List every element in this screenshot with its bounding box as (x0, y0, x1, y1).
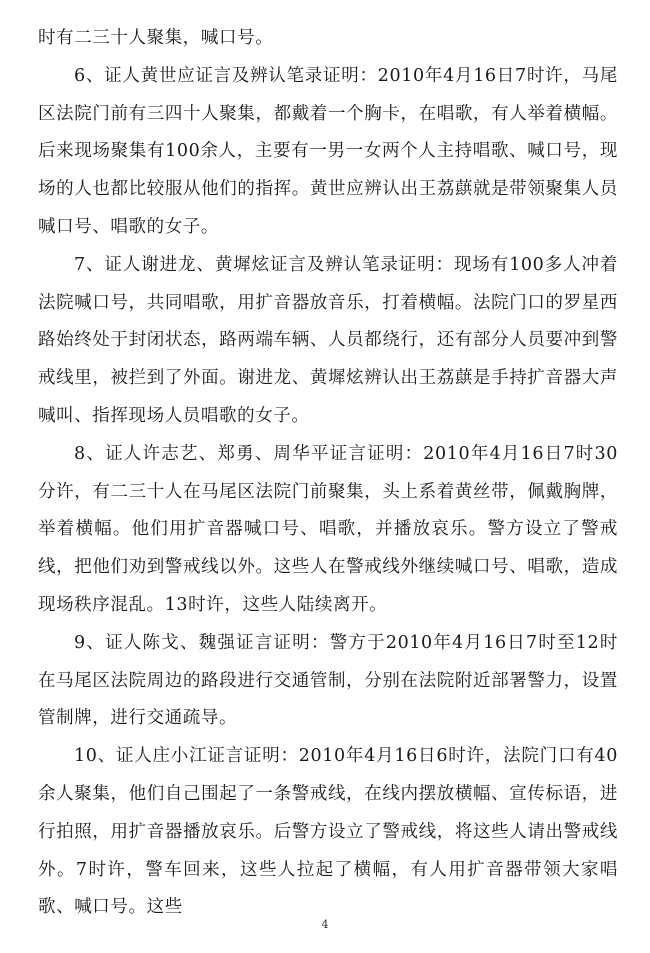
paragraph-continuation: 时有二三十人聚集，喊口号。 (38, 28, 274, 48)
document-body (38, 20, 618, 927)
paragraph-witness-10: 10、证人庄小江证言证明：2010年4月16日6时许，法院门口有40余人聚集，他们自己围起了一条警戒线，在线内摆放横幅、宣传标语，进行拍照，用扩音器播放哀乐。后警方设立了警戒线，将这些人请出警戒线外。7时许，警车回来，这些人拉起了横幅，有人用扩音器带领大家唱歌、喊口号。这些 (38, 746, 618, 918)
paragraph-witness-6: 6、证人黄世应证言及辨认笔录证明：2010年4月16日7时许，马尾区法院门前有三四十人聚集，都戴着一个胸卡，在唱歌，有人举着横幅。后来现场聚集有100余人，主要有一男一女两个人主持唱歌、喊口号，现场的人也都比较服从他们的指挥。黄世应辨认出王荔蕻就是带领聚集人员喊口号、唱歌的女子。 (38, 65, 618, 237)
paragraph-witness-9: 9、证人陈戈、魏强证言证明：警方于2010年4月16日7时至12时在马尾区法院周边的路段进行交通管制，分别在法院附近部署警力，设置管制牌，进行交通疏导。 (38, 632, 618, 729)
paragraph-witness-7: 7、证人谢进龙、黄墀炫证言及辨认笔录证明：现场有100多人冲着法院喊口号，共同唱歌，用扩音器放音乐，打着横幅。法院门口的罗星西路始终处于封闭状态，路两端车辆、人员都绕行，还有部分人员要冲到警戒线里，被拦到了外面。谢进龙、黄墀炫辨认出王荔蕻是手持扩音器大声喊叫、指挥现场人员唱歌的女子。 (38, 254, 618, 426)
paragraph-witness-8: 8、证人许志艺、郑勇、周华平证言证明：2010年4月16日7时30分许，有二三十人在马尾区法院门前聚集，头上系着黄丝带，佩戴胸牌，举着横幅。他们用扩音器喊口号、唱歌，并播放哀乐。警方设立了警戒线，把他们劝到警戒线以外。这些人在警戒线外继续喊口号、唱歌，造成现场秩序混乱。13时许，这些人陆续离开。 (38, 443, 618, 615)
page-number: 4 (321, 918, 329, 931)
